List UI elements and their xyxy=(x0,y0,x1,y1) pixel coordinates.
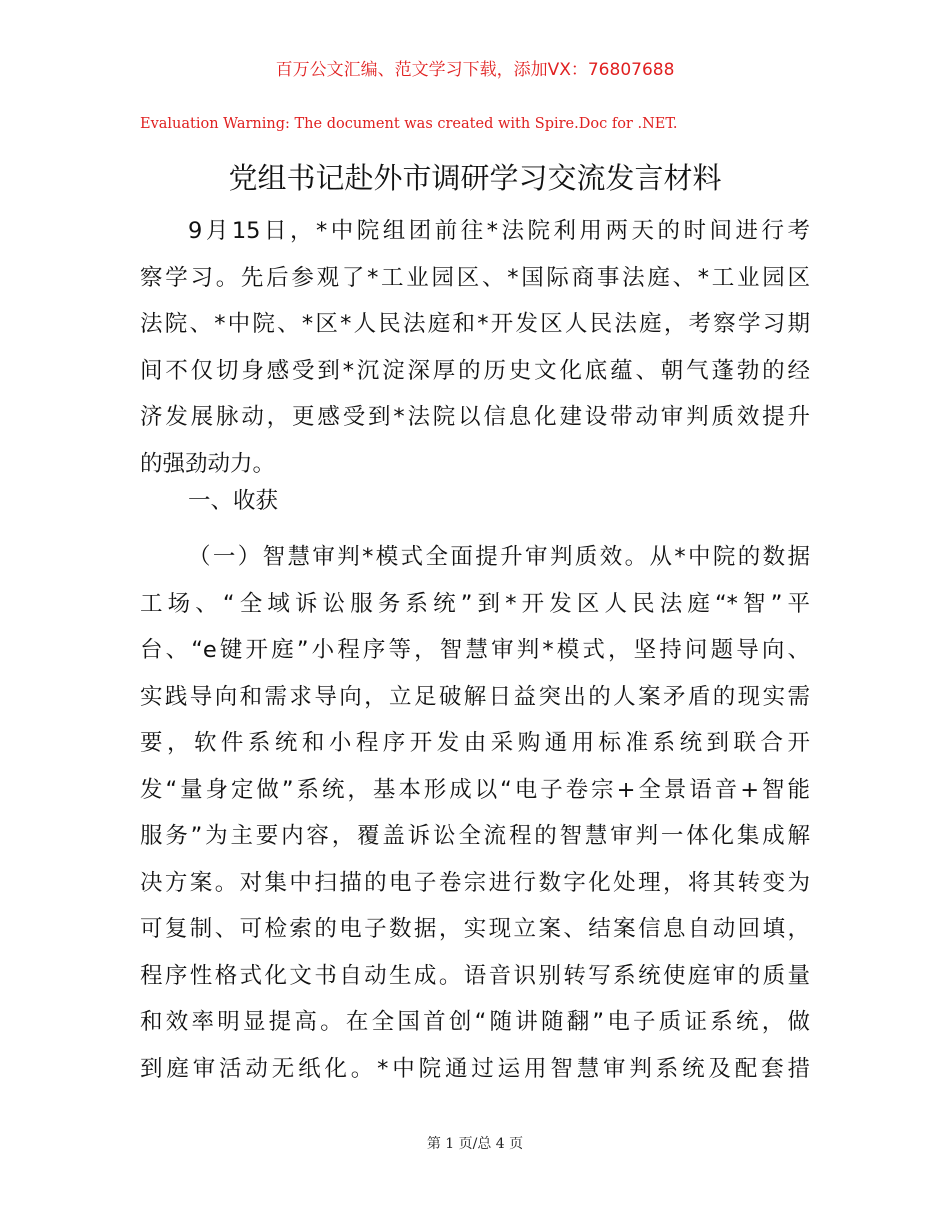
paragraph-line: 济发展脉动，更感受到*法院以信息化建设带动审判质效提升 xyxy=(140,404,810,430)
paragraph-line: 察学习。先后参观了*工业园区、*国际商事法庭、*工业园区 xyxy=(140,264,810,291)
section-heading-text: 一、收获 xyxy=(188,488,279,514)
paragraph-line: 间不仅切身感受到*沉淀深厚的历史文化底蕴、朝气蓬勃的经 xyxy=(140,357,810,384)
paragraph-line: 程序性格式化文书自动生成。语音识别转写系统使庭审的质量 xyxy=(140,962,810,989)
paragraph-line: 到庭审活动无纸化。*中院通过运用智慧审判系统及配套措 xyxy=(140,1055,810,1082)
section-heading xyxy=(140,478,810,525)
paragraph-line: 实践导向和需求导向，立足破解日益突出的人案矛盾的现实需 xyxy=(140,683,810,710)
paragraph-line: 和效率明显提高。在全国首创“随讲随翻”电子质证系统，做 xyxy=(140,1009,810,1035)
paragraph-line: 法院、*中院、*区*人民法庭和*开发区人民法庭，考察学习期 xyxy=(140,311,810,337)
paragraph-line: 服务”为主要内容，覆盖诉讼全流程的智慧审判一体化集成解 xyxy=(140,823,810,849)
paragraph-line: 可复制、可检索的电子数据，实现立案、结案信息自动回填， xyxy=(140,916,810,942)
paragraph-line: 发“量身定做”系统，基本形成以“电子卷宗+全景语音+智能 xyxy=(140,776,810,803)
evaluation-warning: Evaluation Warning: The document was created with Spire.Doc for .NET. xyxy=(140,116,678,132)
page-number-footer: 第 1 页/总 4 页 xyxy=(426,1136,524,1152)
paragraph-line: （一）智慧审判*模式全面提升审判质效。从*中院的数据 xyxy=(188,544,810,570)
paragraph-harvest-1 xyxy=(140,534,810,1092)
document-title: 党组书记赴外市调研学习交流发言材料 xyxy=(228,161,722,195)
paragraph-line: 9月15日，*中院组团前往*法院利用两天的时间进行考 xyxy=(188,218,810,244)
paragraph-line: 决方案。对集中扫描的电子卷宗进行数字化处理，将其转变为 xyxy=(140,869,810,896)
header-banner: 百万公文汇编、范文学习下载，添加VX：76807688 xyxy=(275,60,675,80)
paragraph-line: 要，软件系统和小程序开发由采购通用标准系统到联合开 xyxy=(140,730,810,756)
paragraph-intro xyxy=(140,208,810,487)
paragraph-line: 台、“e键开庭”小程序等，智慧审判*模式，坚持问题导向、 xyxy=(140,637,810,663)
paragraph-line: 的强劲动力。 xyxy=(140,450,276,477)
paragraph-line: 工场、“全域诉讼服务系统”到*开发区人民法庭“*智”平 xyxy=(140,590,810,617)
